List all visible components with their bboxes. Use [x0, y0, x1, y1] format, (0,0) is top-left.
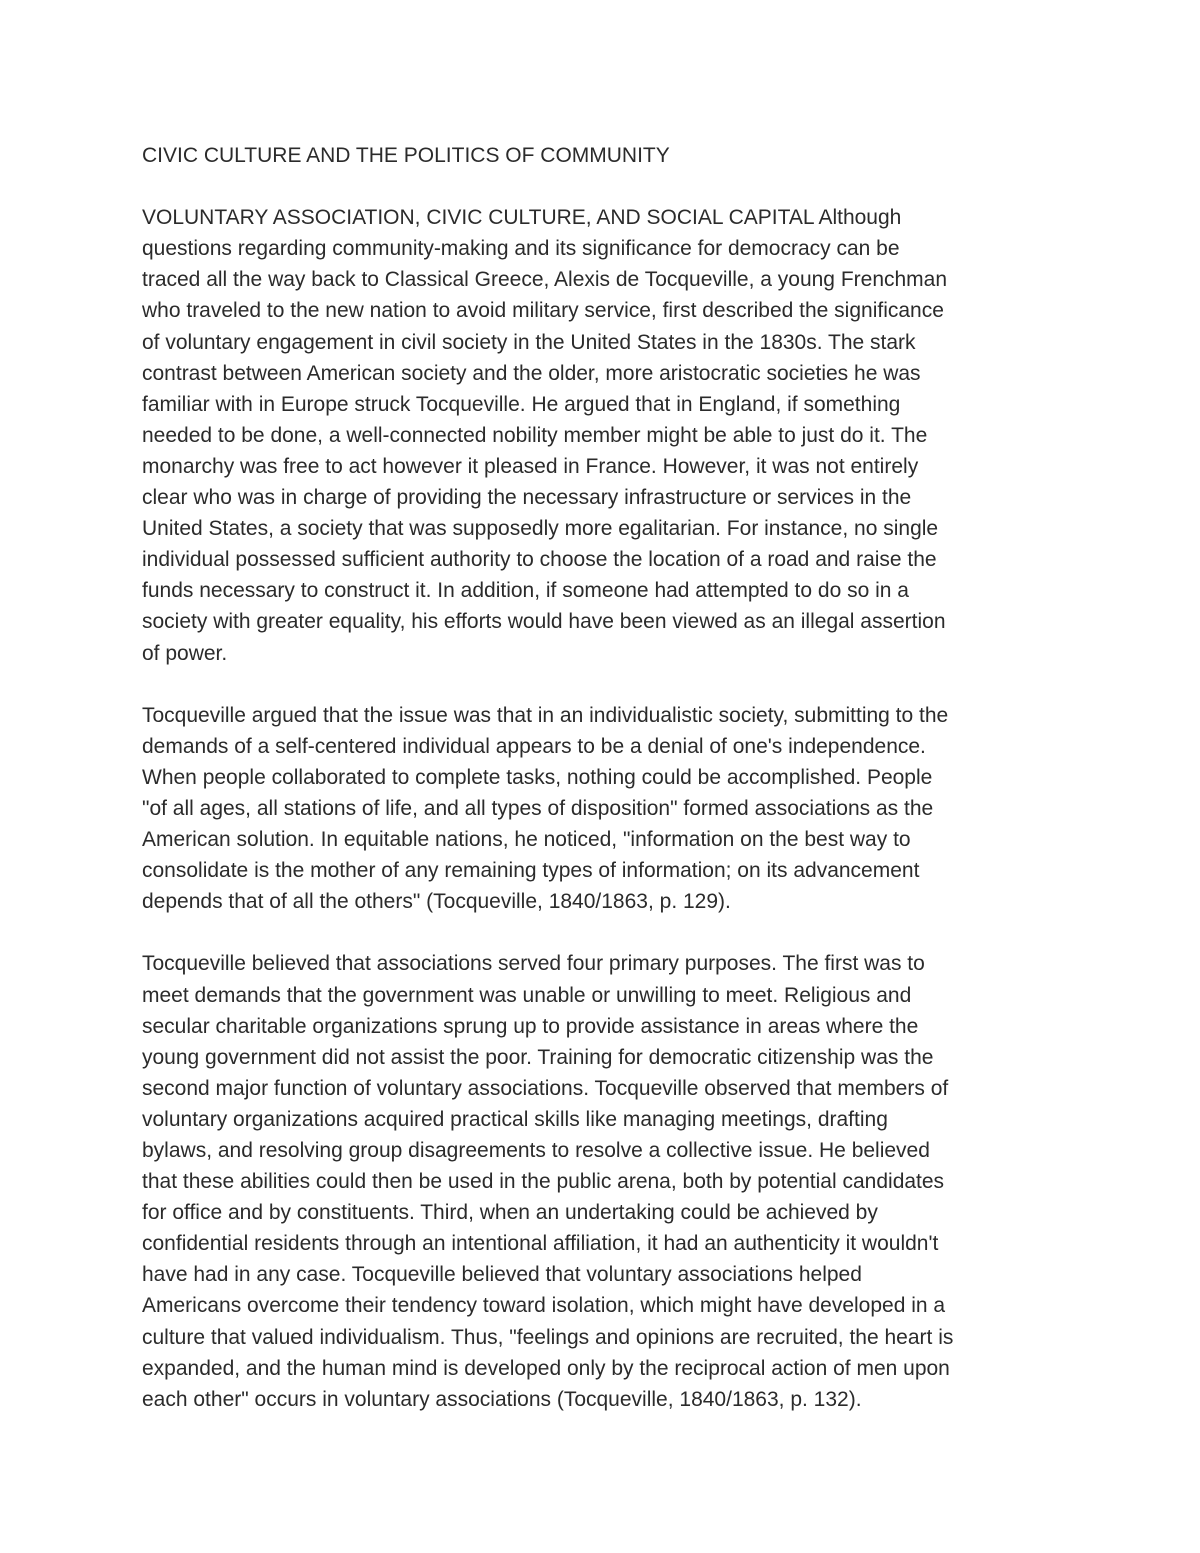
- paragraph-line: American solution. In equitable nations, he noticed, "information on the best way to: [142, 828, 911, 852]
- paragraph-line: have had in any case. Tocqueville believed that voluntary associations helped: [142, 1263, 862, 1287]
- paragraph-line: who traveled to the new nation to avoid military service, first described the significance: [142, 299, 944, 323]
- paragraph-line: needed to be done, a well-connected nobility member might be able to just do it. The: [142, 423, 928, 447]
- paragraph-line: contrast between American society and the older, more aristocratic societies he was: [142, 361, 921, 385]
- paragraph-line: confidential residents through an intentional affiliation, it had an authenticity it wouldn't: [142, 1232, 939, 1256]
- paragraph-line: meet demands that the government was unable or unwilling to meet. Religious and: [142, 983, 912, 1007]
- paragraph-line: society with greater equality, his efforts would have been viewed as an illegal assertion: [142, 610, 946, 634]
- paragraph-line: of voluntary engagement in civil society in the United States in the 1830s. The stark: [142, 330, 916, 354]
- document-body: [142, 140, 1062, 1415]
- paragraph-line: Tocqueville argued that the issue was that in an individualistic society, submitting to the: [142, 703, 949, 727]
- paragraph-line: clear who was in charge of providing the necessary infrastructure or services in the: [142, 486, 912, 510]
- paragraph-line: individual possessed sufficient authority to choose the location of a road and raise the: [142, 548, 937, 572]
- paragraph-line: voluntary organizations acquired practical skills like managing meetings, drafting: [142, 1107, 888, 1131]
- paragraph-line: for office and by constituents. Third, when an undertaking could be achieved by: [142, 1201, 878, 1225]
- paragraph-line: "of all ages, all stations of life, and all types of disposition" formed associations as the: [142, 796, 934, 820]
- paragraph-line: Americans overcome their tendency toward isolation, which might have developed in a: [142, 1294, 946, 1318]
- paragraph-3: [142, 948, 1062, 1414]
- paragraph-line: culture that valued individualism. Thus, "feelings and opinions are recruited, the heart is: [142, 1325, 954, 1349]
- paragraph-line: each other" occurs in voluntary associations (Tocqueville, 1840/1863, p. 132).: [142, 1387, 862, 1411]
- paragraph-line: bylaws, and resolving group disagreements to resolve a collective issue. He believed: [142, 1139, 930, 1162]
- paragraph-line: second major function of voluntary associations. Tocqueville observed that members of: [142, 1076, 949, 1100]
- paragraph-line: monarchy was free to act however it pleased in France. However, it was not entirely: [142, 454, 919, 478]
- paragraph-line: of power.: [142, 641, 228, 665]
- paragraph-line: funds necessary to construct it. In addition, if someone had attempted to do so in a: [142, 579, 909, 603]
- paragraph-line: VOLUNTARY ASSOCIATION, CIVIC CULTURE, AND SOCIAL CAPITAL Although: [142, 206, 902, 230]
- paragraph-line: young government did not assist the poor. Training for democratic citizenship was the: [142, 1045, 934, 1069]
- paragraph-line: depends that of all the others" (Tocqueville, 1840/1863, p. 129).: [142, 890, 731, 914]
- paragraph-line: that these abilities could then be used in the public arena, both by potential candidates: [142, 1170, 945, 1194]
- paragraph-line: When people collaborated to complete tasks, nothing could be accomplished. People: [142, 765, 933, 789]
- paragraph-2: [142, 700, 1062, 918]
- paragraph-line: familiar with in Europe struck Tocqueville. He argued that in England, if something: [142, 392, 901, 416]
- paragraph-line: United States, a society that was supposedly more egalitarian. For instance, no single: [142, 517, 939, 541]
- paragraph-spacer: [142, 917, 1062, 948]
- paragraph-line: questions regarding community-making and its significance for democracy can be: [142, 237, 900, 261]
- paragraph-1: [142, 202, 1062, 668]
- paragraph-line: demands of a self-centered individual appears to be a denial of one's independence.: [142, 734, 926, 758]
- paragraph-line: traced all the way back to Classical Greece, Alexis de Tocqueville, a young Frenchman: [142, 268, 948, 292]
- document-title: CIVIC CULTURE AND THE POLITICS OF COMMUNITY: [142, 144, 670, 167]
- paragraph-line: Tocqueville believed that associations served four primary purposes. The first was to: [142, 952, 925, 976]
- paragraph-line: expanded, and the human mind is developed only by the reciprocal action of men upon: [142, 1356, 950, 1380]
- paragraph-line: consolidate is the mother of any remaining types of information; on its advancement: [142, 859, 920, 883]
- paragraph-line: secular charitable organizations sprung up to provide assistance in areas where the: [142, 1014, 919, 1038]
- title-spacer: [142, 171, 1062, 202]
- paragraph-spacer: [142, 669, 1062, 700]
